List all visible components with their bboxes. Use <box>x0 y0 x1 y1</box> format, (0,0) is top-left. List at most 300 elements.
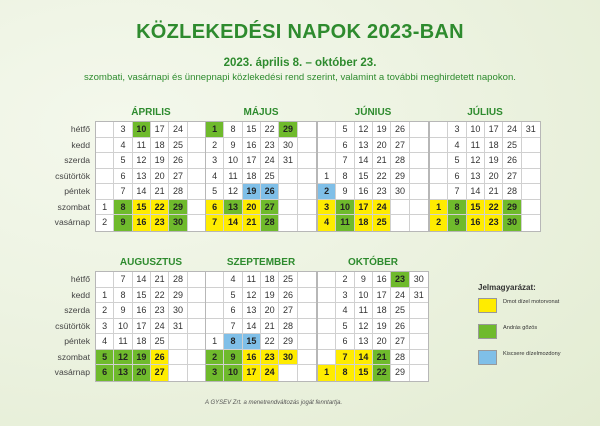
day-cell: 25 <box>373 215 391 231</box>
day-cell: 28 <box>169 272 187 287</box>
day-cell: 10 <box>355 288 373 303</box>
week-row <box>318 334 428 350</box>
day-cell <box>318 138 336 153</box>
month-name: AUGUSZTUS <box>119 257 183 268</box>
day-cell <box>522 138 540 153</box>
day-cell: 7 <box>224 319 242 334</box>
day-cell: 15 <box>243 334 261 349</box>
day-cell: 19 <box>373 122 391 137</box>
day-cell: 9 <box>224 350 242 365</box>
day-cell: 15 <box>467 200 485 215</box>
day-cell: 5 <box>114 153 132 168</box>
day-cell <box>279 215 297 231</box>
day-cell: 1 <box>96 288 114 303</box>
day-cell <box>410 184 428 199</box>
day-cell <box>318 288 336 303</box>
week-row <box>96 169 206 185</box>
day-cell: 7 <box>206 215 224 231</box>
day-cell: 6 <box>336 334 354 349</box>
week-row <box>318 350 428 366</box>
week-row <box>206 272 316 288</box>
day-cell: 18 <box>243 169 261 184</box>
week-row <box>96 350 206 366</box>
day-cell: 16 <box>243 350 261 365</box>
day-cell: 26 <box>391 122 409 137</box>
day-cell: 10 <box>133 122 151 137</box>
day-cell: 9 <box>114 303 132 318</box>
day-cell <box>279 200 297 215</box>
week-row <box>96 200 206 216</box>
day-cell: 20 <box>373 138 391 153</box>
day-cell: 24 <box>261 365 279 381</box>
day-cell: 24 <box>503 122 521 137</box>
day-cell: 10 <box>114 319 132 334</box>
day-cell: 15 <box>133 200 151 215</box>
day-cell <box>522 153 540 168</box>
day-cell: 5 <box>336 319 354 334</box>
day-cell <box>188 288 206 303</box>
legend-title: Jelmagyarázat: <box>478 283 536 292</box>
day-cell <box>298 184 316 199</box>
week-row <box>318 153 428 169</box>
legend-label: András gőzös <box>503 325 538 331</box>
month-calendar <box>205 255 317 382</box>
day-cell: 18 <box>261 272 279 287</box>
week-row <box>96 138 206 154</box>
day-cell: 28 <box>503 184 521 199</box>
day-cell: 30 <box>413 274 424 284</box>
day-cell: 12 <box>114 350 132 365</box>
day-cell <box>318 303 336 318</box>
day-cell: 22 <box>373 365 391 381</box>
day-cell: 13 <box>467 169 485 184</box>
day-label: szombat <box>57 201 90 212</box>
day-cell: 8 <box>336 169 354 184</box>
day-cell: 12 <box>133 153 151 168</box>
day-cell <box>430 184 448 199</box>
day-cell: 19 <box>485 153 503 168</box>
day-cell: 26 <box>279 288 297 303</box>
day-cell: 18 <box>133 334 151 349</box>
day-cell: 20 <box>243 200 261 215</box>
day-cell: 16 <box>373 272 391 287</box>
day-cell: 4 <box>336 303 354 318</box>
day-cell: 9 <box>448 215 466 231</box>
day-labels <box>23 122 93 231</box>
day-cell <box>96 272 114 287</box>
day-cell <box>188 200 206 215</box>
day-cell: 23 <box>373 184 391 199</box>
day-label: hétfő <box>70 274 90 284</box>
month-calendar <box>429 105 541 232</box>
day-cell <box>279 365 297 381</box>
date-range: 2023. április 8. – október 23. <box>223 57 377 69</box>
day-cell: 1 <box>318 365 336 381</box>
day-cell: 27 <box>261 200 279 215</box>
day-cell: 4 <box>206 169 224 184</box>
day-cell: 5 <box>448 153 466 168</box>
day-cell: 15 <box>355 169 373 184</box>
day-cell <box>391 200 409 215</box>
week-row <box>96 334 206 350</box>
day-cell <box>391 215 409 231</box>
day-cell <box>169 350 187 365</box>
month-calendar <box>205 105 317 232</box>
day-cell <box>410 303 428 318</box>
day-cell: 17 <box>243 153 261 168</box>
day-cell: 26 <box>391 319 409 334</box>
day-cell <box>298 138 316 153</box>
day-cell: 18 <box>485 138 503 153</box>
day-cell: 30 <box>169 215 187 231</box>
legend-swatch-green <box>478 324 497 339</box>
day-cell: 8 <box>224 334 242 349</box>
day-cell: 2 <box>430 215 448 231</box>
day-cell: 21 <box>261 319 279 334</box>
day-cell <box>96 169 114 184</box>
day-cell <box>298 215 316 231</box>
day-cell: 1 <box>96 200 114 215</box>
month-calendar <box>95 255 207 382</box>
day-cell: 10 <box>467 122 485 137</box>
day-cell <box>298 319 316 334</box>
day-cell: 27 <box>169 169 187 184</box>
day-cell: 11 <box>336 215 354 231</box>
day-cell: 6 <box>96 365 114 381</box>
day-cell: 30 <box>279 138 297 153</box>
day-cell <box>318 153 336 168</box>
day-cell: 29 <box>169 288 187 303</box>
month-grid <box>95 271 207 382</box>
day-cell: 20 <box>485 169 503 184</box>
week-row <box>96 319 206 335</box>
week-row <box>430 215 540 231</box>
day-cell: 15 <box>355 365 373 381</box>
day-cell: 30 <box>279 350 297 365</box>
week-row <box>206 350 316 366</box>
week-row <box>206 200 316 216</box>
day-cell: 27 <box>279 303 297 318</box>
day-cell: 27 <box>391 334 409 349</box>
day-cell: 14 <box>467 184 485 199</box>
week-row <box>96 184 206 200</box>
day-cell: 31 <box>413 289 424 300</box>
week-row <box>430 122 540 138</box>
day-cell: 23 <box>151 303 169 318</box>
day-cell: 3 <box>206 365 224 381</box>
day-cell: 20 <box>133 365 151 381</box>
week-row <box>206 303 316 319</box>
day-cell: 9 <box>355 272 373 287</box>
month-grid <box>429 121 541 232</box>
day-cell: 14 <box>243 319 261 334</box>
day-cell: 13 <box>243 303 261 318</box>
day-cell: 23 <box>261 138 279 153</box>
day-cell <box>318 122 336 137</box>
day-cell: 2 <box>96 303 114 318</box>
week-row <box>96 272 206 288</box>
day-cell <box>522 169 540 184</box>
month-name: SZEPTEMBER <box>226 257 296 268</box>
day-cell: 11 <box>467 138 485 153</box>
day-cell <box>298 169 316 184</box>
week-row <box>206 319 316 335</box>
month-name: JÚLIUS <box>467 107 503 118</box>
day-cell: 22 <box>485 200 503 215</box>
month-grid <box>317 121 429 232</box>
day-cell <box>188 122 206 137</box>
day-cell: 11 <box>224 169 242 184</box>
day-cell <box>430 122 448 137</box>
day-cell: 17 <box>243 365 261 381</box>
week-row <box>318 288 428 304</box>
day-cell: 30 <box>169 303 187 318</box>
day-cell: 25 <box>279 272 297 287</box>
day-cell: 27 <box>151 365 169 381</box>
day-cell: 16 <box>243 138 261 153</box>
day-cell <box>318 350 336 365</box>
day-cell: 4 <box>114 138 132 153</box>
day-cell: 25 <box>261 169 279 184</box>
day-cell: 7 <box>114 272 132 287</box>
week-row <box>206 365 316 381</box>
page-title: KÖZLEKEDÉSI NAPOK 2023-BAN <box>136 21 464 43</box>
day-cell: 19 <box>151 153 169 168</box>
day-cell: 13 <box>133 169 151 184</box>
day-cell: 23 <box>151 215 169 231</box>
day-cell: 1 <box>206 334 224 349</box>
day-cell: 29 <box>279 334 297 349</box>
day-cell <box>298 122 316 137</box>
legend <box>478 283 588 376</box>
day-cell <box>96 184 114 199</box>
day-cell: 14 <box>355 350 373 365</box>
day-cell: 10 <box>224 153 242 168</box>
day-cell: 17 <box>485 122 503 137</box>
day-cell: 2 <box>336 272 354 287</box>
legend-item-blue <box>478 350 588 365</box>
day-cell: 17 <box>151 122 169 137</box>
day-cell: 8 <box>224 122 242 137</box>
day-cell <box>430 138 448 153</box>
day-cell: 9 <box>224 138 242 153</box>
day-cell: 3 <box>336 288 354 303</box>
day-cell: 4 <box>96 334 114 349</box>
day-cell: 11 <box>355 303 373 318</box>
day-label: vasárnap <box>54 217 90 227</box>
day-cell: 16 <box>133 303 151 318</box>
day-cell: 12 <box>243 288 261 303</box>
day-cell: 29 <box>391 365 409 381</box>
day-cell <box>169 365 187 381</box>
day-cell: 8 <box>448 200 466 215</box>
day-cell: 16 <box>467 215 485 231</box>
legend-label: Kiscsere dízelmozdony <box>503 351 561 357</box>
day-cell: 1 <box>430 200 448 215</box>
day-cell <box>188 169 206 184</box>
day-cell <box>410 138 428 153</box>
day-cell: 1 <box>206 122 224 137</box>
day-cell: 22 <box>373 169 391 184</box>
day-cell <box>522 184 540 199</box>
day-cell: 6 <box>114 169 132 184</box>
day-cell: 26 <box>169 153 187 168</box>
month-grid <box>205 271 317 382</box>
day-cell: 6 <box>206 200 224 215</box>
day-cell <box>188 184 206 199</box>
week-row <box>318 272 428 288</box>
week-row <box>96 365 206 381</box>
day-cell <box>410 319 428 334</box>
day-labels <box>23 272 93 381</box>
day-cell: 29 <box>503 200 521 215</box>
day-cell <box>318 272 336 287</box>
day-cell <box>188 272 206 287</box>
day-cell: 24 <box>373 200 391 215</box>
day-cell: 14 <box>133 184 151 199</box>
day-label: kedd <box>71 139 90 150</box>
day-label: hétfő <box>70 124 90 134</box>
day-cell: 22 <box>261 334 279 349</box>
day-label: szerda <box>64 305 90 315</box>
month-grid <box>317 271 429 382</box>
day-cell: 5 <box>206 184 224 199</box>
day-cell <box>279 169 297 184</box>
day-cell <box>318 319 336 334</box>
day-cell: 1 <box>318 169 336 184</box>
day-cell: 2 <box>206 138 224 153</box>
day-cell <box>410 200 428 215</box>
day-cell <box>96 138 114 153</box>
day-cell: 17 <box>133 319 151 334</box>
day-cell <box>430 153 448 168</box>
week-row <box>206 215 316 231</box>
week-row <box>206 288 316 304</box>
day-cell: 30 <box>503 215 521 231</box>
week-row <box>206 169 316 185</box>
week-row <box>318 303 428 319</box>
day-cell: 25 <box>151 334 169 349</box>
day-cell: 4 <box>318 215 336 231</box>
day-cell: 8 <box>336 365 354 381</box>
day-cell: 11 <box>133 138 151 153</box>
day-cell: 25 <box>391 303 409 318</box>
day-cell <box>522 200 540 215</box>
legend-label: Dmot dízel motorvonat <box>503 299 560 305</box>
day-cell: 22 <box>261 122 279 137</box>
day-cell: 31 <box>169 319 187 334</box>
week-row <box>206 122 316 138</box>
week-row <box>96 288 206 304</box>
day-cell: 8 <box>114 288 132 303</box>
legend-item-green <box>478 324 588 339</box>
month-grid <box>95 121 207 232</box>
day-cell: 7 <box>336 350 354 365</box>
day-cell: 12 <box>355 319 373 334</box>
day-cell: 18 <box>151 138 169 153</box>
week-row <box>318 122 428 138</box>
footer-note: A GYSEV Zrt. a menetrendváltozás jogát fenntartja. <box>205 400 343 406</box>
month-name: JÚNIUS <box>354 107 392 118</box>
day-cell <box>410 350 428 365</box>
day-cell <box>298 272 316 287</box>
day-label: csütörtök <box>55 320 90 331</box>
month-calendar <box>317 255 429 382</box>
day-cell: 19 <box>373 319 391 334</box>
day-cell <box>96 153 114 168</box>
week-row <box>206 184 316 200</box>
day-cell: 6 <box>448 169 466 184</box>
day-cell: 17 <box>355 200 373 215</box>
day-cell: 14 <box>224 215 242 231</box>
day-cell <box>522 215 540 231</box>
day-cell <box>279 184 297 199</box>
week-row <box>318 200 428 216</box>
week-row <box>430 169 540 185</box>
week-row <box>318 215 428 231</box>
day-cell: 25 <box>169 138 187 153</box>
day-cell: 14 <box>355 153 373 168</box>
day-cell <box>318 334 336 349</box>
day-cell <box>188 138 206 153</box>
day-cell <box>430 169 448 184</box>
day-cell: 19 <box>261 288 279 303</box>
month-grid <box>205 121 317 232</box>
day-cell: 21 <box>151 184 169 199</box>
week-row <box>96 122 206 138</box>
day-label: szerda <box>64 155 90 165</box>
week-row <box>318 169 428 185</box>
day-cell <box>188 350 206 365</box>
day-cell <box>410 169 428 184</box>
month-calendar <box>317 105 429 232</box>
day-cell: 24 <box>261 153 279 168</box>
day-cell: 27 <box>391 138 409 153</box>
day-cell: 26 <box>503 153 521 168</box>
day-cell: 12 <box>224 184 242 199</box>
legend-swatch-blue <box>478 350 497 365</box>
day-cell: 16 <box>355 184 373 199</box>
day-cell: 21 <box>151 272 169 287</box>
week-row <box>430 138 540 154</box>
day-cell: 21 <box>373 350 391 365</box>
day-cell: 13 <box>355 138 373 153</box>
day-cell: 18 <box>373 303 391 318</box>
legend-item-yellow <box>478 298 588 313</box>
day-cell: 31 <box>279 153 297 168</box>
day-cell: 11 <box>243 272 261 287</box>
day-label: szombat <box>57 351 90 362</box>
day-cell: 29 <box>279 122 297 137</box>
day-cell: 28 <box>391 153 409 168</box>
day-cell: 6 <box>224 303 242 318</box>
day-cell: 30 <box>391 184 409 199</box>
day-cell: 7 <box>336 153 354 168</box>
day-cell <box>298 153 316 168</box>
week-row <box>318 184 428 200</box>
week-row <box>430 153 540 169</box>
day-cell <box>410 365 428 381</box>
day-cell: 2 <box>96 215 114 231</box>
week-row <box>96 303 206 319</box>
day-cell: 20 <box>151 169 169 184</box>
week-row <box>430 200 540 216</box>
day-cell: 23 <box>261 350 279 365</box>
day-cell: 8 <box>114 200 132 215</box>
day-cell: 24 <box>391 288 409 303</box>
day-cell: 27 <box>503 169 521 184</box>
day-cell: 29 <box>169 200 187 215</box>
